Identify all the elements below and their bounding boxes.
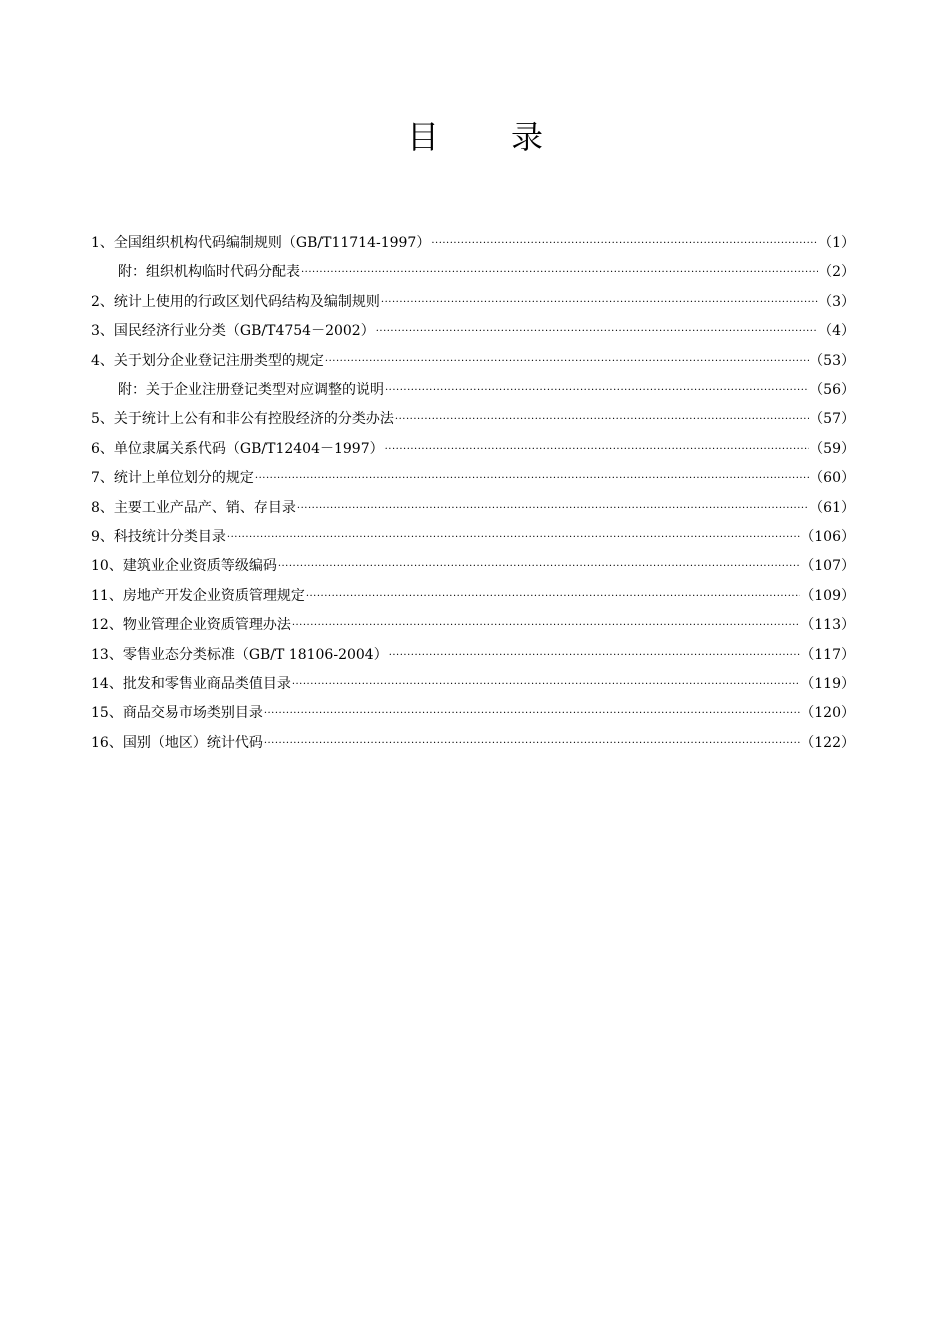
toc-entry-number: 10、 <box>91 558 123 575</box>
toc-entry <box>91 347 855 376</box>
title-char-1: 目 <box>407 118 440 156</box>
toc-entry-page: （122） <box>800 734 855 751</box>
toc-entry-page: （53） <box>809 352 855 369</box>
toc-entry-page: （120） <box>800 705 855 722</box>
toc-dot-leader <box>291 670 800 699</box>
toc-entry-title: 房地产开发企业资质管理规定 <box>122 587 305 604</box>
toc-entry-number: 7、 <box>91 470 114 487</box>
toc-entry <box>118 376 855 405</box>
toc-dot-leader <box>277 552 800 581</box>
toc-entry <box>91 405 855 434</box>
toc-entry <box>91 464 855 493</box>
toc-entry-page: （117） <box>800 646 855 663</box>
toc-dot-leader <box>305 582 800 611</box>
toc-entry-number: 12、 <box>91 617 123 634</box>
toc-dot-leader <box>384 376 809 405</box>
toc-entry <box>91 611 855 640</box>
toc-entry-title: 主要工业产品产、销、存目录 <box>113 499 296 516</box>
toc-entry-title: 物业管理企业资质管理办法 <box>122 617 291 634</box>
toc-entry-number: 13、 <box>91 646 123 663</box>
toc-entry-title: 零售业态分类标准（GB/T 18106-2004） <box>122 646 388 663</box>
toc-dot-leader <box>296 494 809 523</box>
toc-entry-number: 9、 <box>91 529 114 545</box>
toc-dot-leader <box>263 699 800 728</box>
toc-entry <box>91 288 855 317</box>
toc-dot-leader <box>380 288 818 317</box>
toc-entry-title: 科技统计分类目录 <box>113 529 226 545</box>
toc-dot-leader <box>300 258 818 287</box>
toc-entry-number: 3、 <box>91 323 114 340</box>
toc-entry-page: （56） <box>809 382 855 398</box>
toc-entry-title: 商品交易市场类别目录 <box>122 705 263 722</box>
toc-entry-page: （57） <box>809 411 855 428</box>
toc-entry-number: 8、 <box>91 499 114 516</box>
toc-entry-title: 国别（地区）统计代码 <box>122 734 263 751</box>
toc-entry-title: 关于划分企业登记注册类型的规定 <box>113 352 324 369</box>
toc-entry-title: 全国组织机构代码编制规则（GB/T11714-1997） <box>113 235 431 251</box>
toc-entry-number: 16、 <box>91 734 123 751</box>
toc-entry-title: 统计上使用的行政区划代码结构及编制规则 <box>113 293 380 310</box>
toc-entry-number: 6、 <box>91 440 114 457</box>
toc-entry-title: 附：关于企业注册登记类型对应调整的说明 <box>118 382 384 398</box>
toc-dot-leader <box>291 611 800 640</box>
toc-entry <box>91 229 855 258</box>
toc-entry-title: 关于统计上公有和非公有控股经济的分类办法 <box>113 411 394 428</box>
toc-entry <box>118 258 855 287</box>
toc-dot-leader <box>226 523 800 552</box>
toc-dot-leader <box>324 347 809 376</box>
toc-entry-title: 批发和零售业商品类值目录 <box>122 676 291 692</box>
toc-dot-leader <box>375 317 818 346</box>
toc-dot-leader <box>384 435 810 464</box>
toc-dot-leader <box>394 405 809 434</box>
toc-entry <box>91 435 855 464</box>
toc-entry-title: 单位隶属关系代码（GB/T12404－1997） <box>113 440 384 457</box>
toc-entry-page: （2） <box>818 264 855 281</box>
toc-entry-number: 11、 <box>91 587 123 604</box>
toc-entry-page: （59） <box>809 440 855 457</box>
toc-entry-number: 15、 <box>91 705 123 722</box>
toc-dot-leader <box>263 729 800 758</box>
toc-entry-page: （106） <box>800 529 855 545</box>
toc-dot-leader <box>430 229 818 258</box>
toc-entry <box>91 552 855 581</box>
toc-entry-number: 1、 <box>91 235 114 251</box>
toc-entry <box>91 729 855 758</box>
toc-entry <box>91 641 855 670</box>
toc-entry-page: （4） <box>818 323 855 340</box>
title-char-2: 录 <box>511 118 544 156</box>
toc-entry <box>91 317 855 346</box>
toc-entry-number: 4、 <box>91 352 114 369</box>
toc-entry <box>91 670 855 699</box>
toc-entry-page: （61） <box>809 499 855 516</box>
toc-entry <box>91 494 855 523</box>
toc-entry <box>91 582 855 611</box>
toc-dot-leader <box>254 464 809 493</box>
toc-entry-page: （119） <box>800 676 855 692</box>
toc-entry-page: （3） <box>818 293 855 310</box>
toc-entry-page: （60） <box>809 470 855 487</box>
toc-entry-page: （107） <box>800 558 855 575</box>
toc-entry-page: （113） <box>800 617 855 634</box>
toc-entry-number: 5、 <box>91 411 114 428</box>
toc-entry-title: 统计上单位划分的规定 <box>113 470 254 487</box>
toc-entry-title: 国民经济行业分类（GB/T4754－2002） <box>113 323 375 340</box>
toc-entry-title: 附：组织机构临时代码分配表 <box>118 264 300 281</box>
toc-entry <box>91 523 855 552</box>
toc-entry-number: 14、 <box>91 676 123 692</box>
toc-entry-number: 2、 <box>91 293 114 310</box>
toc-dot-leader <box>388 641 801 670</box>
toc-entry-title: 建筑业企业资质等级编码 <box>122 558 277 575</box>
toc-entry-page: （109） <box>800 587 855 604</box>
toc-entry-page: （1） <box>818 235 855 251</box>
page-title <box>0 112 950 162</box>
toc-entry <box>91 699 855 728</box>
